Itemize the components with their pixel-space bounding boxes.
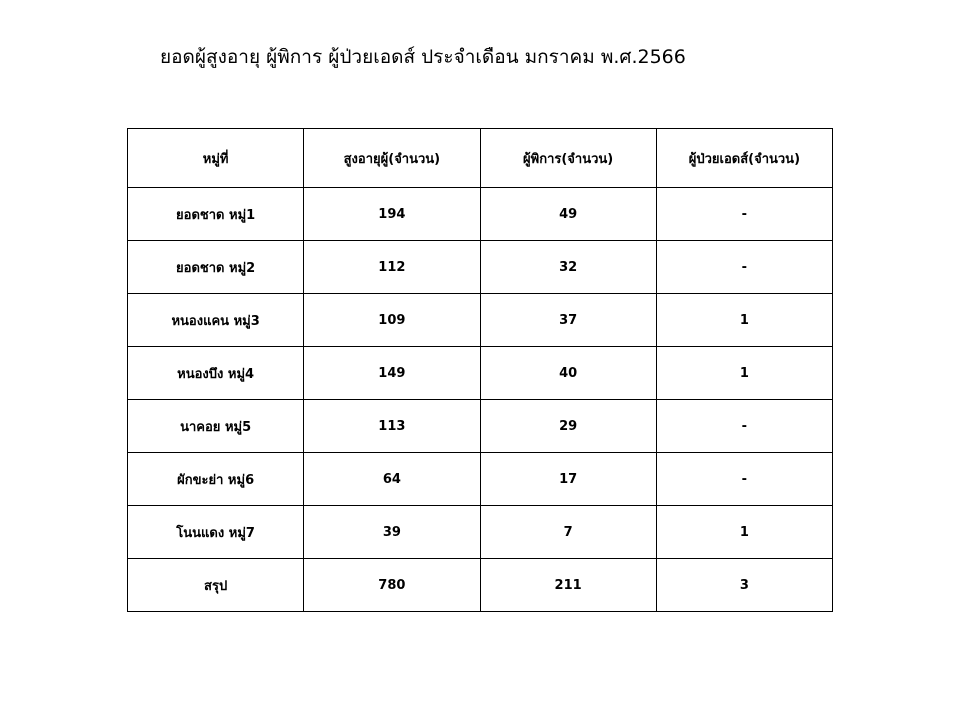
- cell-elderly: 109: [304, 294, 480, 347]
- cell-aids: -: [656, 241, 832, 294]
- cell-elderly: 194: [304, 188, 480, 241]
- cell-aids: -: [656, 400, 832, 453]
- table-total-row: [128, 559, 833, 612]
- cell-aids: 1: [656, 347, 832, 400]
- cell-total-aids: 3: [656, 559, 832, 612]
- table-row: [128, 241, 833, 294]
- table-row: [128, 400, 833, 453]
- cell-disabled: 49: [480, 188, 656, 241]
- cell-disabled: 37: [480, 294, 656, 347]
- cell-elderly: 149: [304, 347, 480, 400]
- cell-village: หนองบึง หมู่4: [128, 347, 304, 400]
- table-header-row: [128, 129, 833, 188]
- statistics-table: [127, 128, 833, 612]
- cell-disabled: 32: [480, 241, 656, 294]
- cell-total-elderly: 780: [304, 559, 480, 612]
- header-disabled: ผู้พิการ(จำนวน): [480, 129, 656, 188]
- header-village: หมู่ที่: [128, 129, 304, 188]
- document-title: ยอดผู้สูงอายุ ผู้พิการ ผู้ป่วยเอดส์ ประจำเดือน มกราคม พ.ศ.2566: [160, 46, 686, 68]
- table-row: [128, 188, 833, 241]
- header-aids-patients: ผู้ป่วยเอดส์(จำนวน): [656, 129, 832, 188]
- table-row: [128, 453, 833, 506]
- cell-village: หนองแคน หมู่3: [128, 294, 304, 347]
- table-row: [128, 347, 833, 400]
- header-elderly: สูงอายุผู้(จำนวน): [304, 129, 480, 188]
- cell-village: นาคอย หมู่5: [128, 400, 304, 453]
- cell-disabled: 29: [480, 400, 656, 453]
- cell-elderly: 64: [304, 453, 480, 506]
- cell-total-disabled: 211: [480, 559, 656, 612]
- table-row: [128, 294, 833, 347]
- cell-aids: 1: [656, 294, 832, 347]
- cell-elderly: 112: [304, 241, 480, 294]
- cell-village: ผักขะย่า หมู่6: [128, 453, 304, 506]
- table-row: [128, 506, 833, 559]
- cell-disabled: 7: [480, 506, 656, 559]
- cell-disabled: 17: [480, 453, 656, 506]
- cell-village: ยอดชาด หมู่2: [128, 241, 304, 294]
- cell-elderly: 39: [304, 506, 480, 559]
- cell-village: ยอดชาด หมู่1: [128, 188, 304, 241]
- cell-village: โนนแดง หมู่7: [128, 506, 304, 559]
- cell-disabled: 40: [480, 347, 656, 400]
- cell-total-label: สรุป: [128, 559, 304, 612]
- cell-aids: 1: [656, 506, 832, 559]
- cell-elderly: 113: [304, 400, 480, 453]
- cell-aids: -: [656, 188, 832, 241]
- cell-aids: -: [656, 453, 832, 506]
